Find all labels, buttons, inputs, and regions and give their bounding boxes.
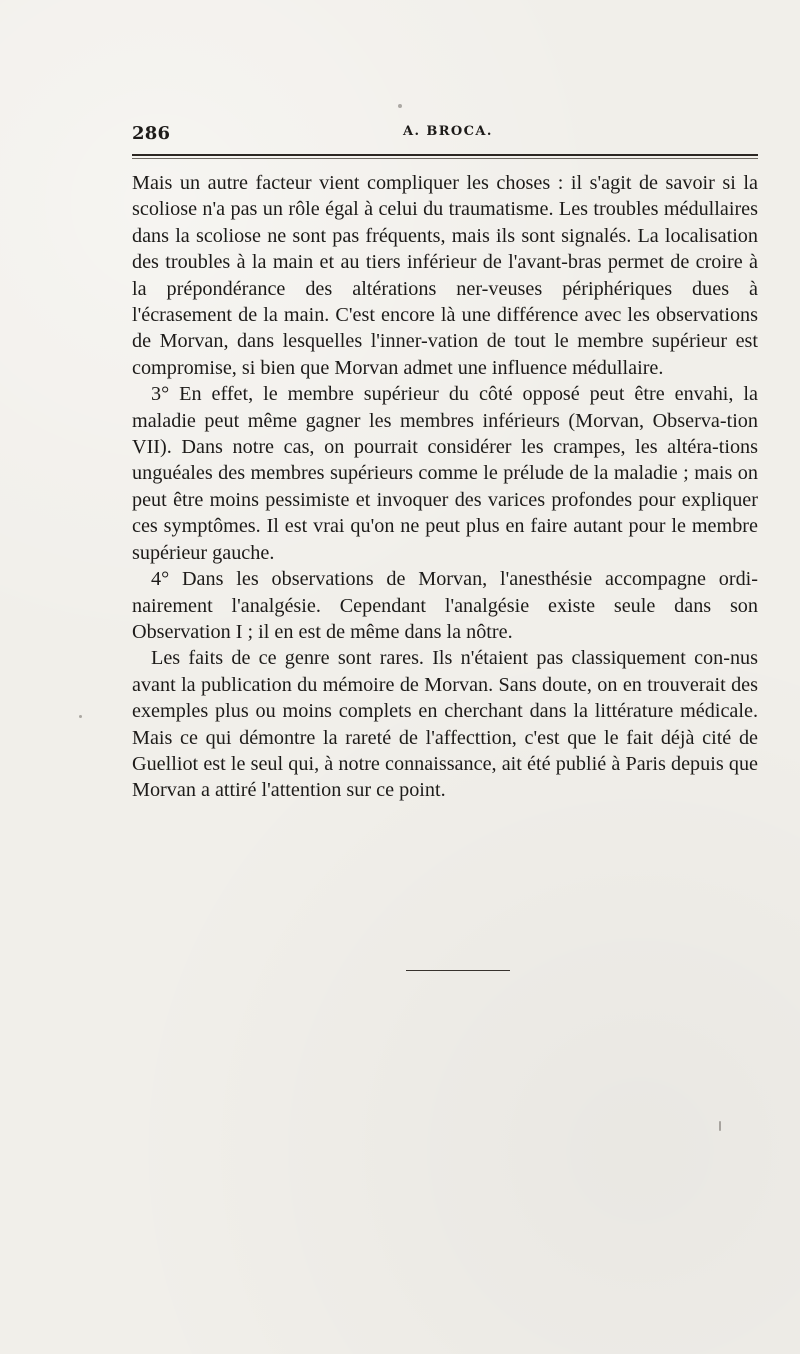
- page-header: [132, 123, 758, 147]
- page-number: 286: [132, 123, 171, 144]
- header-rule: [132, 154, 758, 156]
- header-rule-thin: [132, 158, 758, 159]
- paragraph-4: Les faits de ce genre sont rares. Ils n'étaient pas classiquement con-nus avant la publication du mémoire de Morvan. Sans doute, on en trouverait des exemples plus ou moins complets en cherchant dans la littérature médicale. Mais ce qui démontre la rareté de l'affecttion, c'est que le fait déjà cité de Guelliot est le seul qui, à notre connaissance, ait été publié à Paris depuis que Morvan a attiré l'attention sur ce point.: [132, 647, 758, 802]
- margin-mark: [719, 1121, 721, 1131]
- paragraph-1: Mais un autre facteur vient compliquer les choses : il s'agit de savoir si la scoliose n'a pas un rôle égal à celui du traumatisme. Les troubles médullaires dans la scoliose ne sont pas fréquents, mais ils sont signalés. La localisation des troubles à la main et au tiers inférieur de l'avant-bras permet de croire à la prépondérance des altérations ner-veuses périphériques dues à l'écrasement de la main. C'est encore là une différence avec les observations de Morvan, dans lesquelles l'inner-vation de tout le membre supérieur est compromise, si bien que Morvan admet une influence médullaire.: [132, 172, 758, 379]
- margin-speck: [79, 715, 82, 718]
- section-end-rule: [406, 970, 510, 971]
- ink-speck: [398, 104, 402, 108]
- running-head: A. BROCA.: [403, 124, 493, 139]
- paragraph-2: 3° En effet, le membre supérieur du côté opposé peut être envahi, la maladie peut même gagner les membres inférieurs (Morvan, Observa-tion VII). Dans notre cas, on pourrait considérer les crampes, les altéra-tions unguéales des membres supérieurs comme le prélude de la maladie ; mais on peut être moins pessimiste et invoquer des varices profondes pour expliquer ces symptômes. Il est vrai qu'on ne peut plus en faire autant pour le membre supérieur gauche.: [132, 383, 758, 564]
- main-text: [132, 170, 758, 804]
- paragraph-3: 4° Dans les observations de Morvan, l'anesthésie accompagne ordi-nairement l'analgésie. Cependant l'analgésie existe seule dans son Observation I ; il en est de même dans la nôtre.: [132, 568, 758, 643]
- show-through: [110, 770, 770, 1230]
